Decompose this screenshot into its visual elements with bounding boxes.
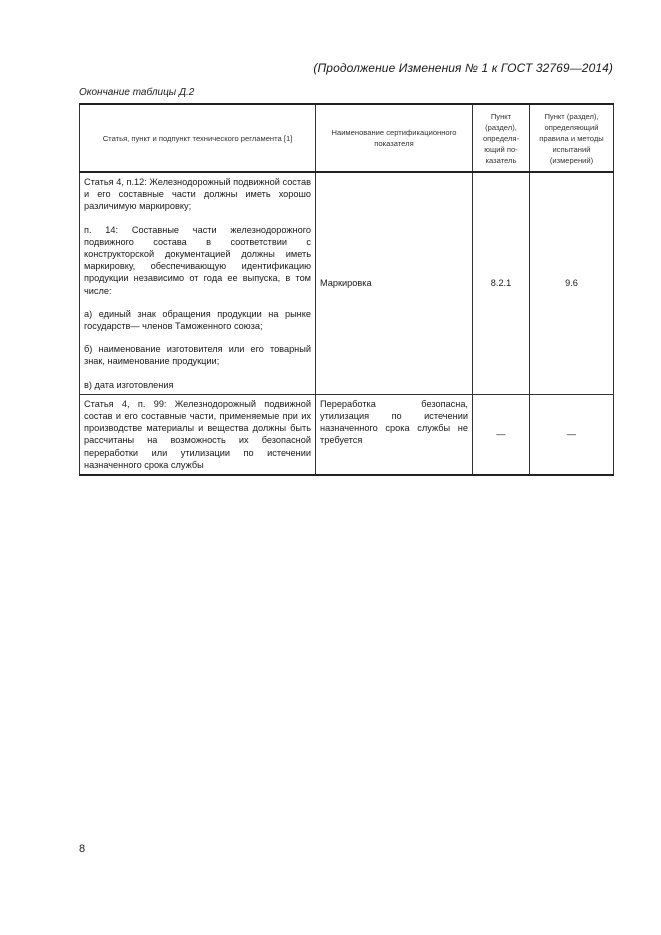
- test-method-clause-cell: 9.6: [530, 172, 614, 394]
- defining-clause-cell: 8.2.1: [473, 172, 530, 394]
- table-row: [80, 394, 614, 475]
- indicator-name-cell: Маркировка: [316, 172, 473, 394]
- table-caption: Окончание таблицы Д.2: [79, 87, 195, 98]
- regulation-paragraph: Статья 4, п.12: Железнодорожный подвижной состав и его составные части должны иметь хорошо различимую маркировку;: [84, 177, 311, 212]
- table-row: [80, 172, 614, 394]
- header-test-method-clause: Пункт (раздел), определяющий правила и методы испытаний (измерений): [530, 104, 614, 172]
- test-method-clause-cell: —: [530, 394, 614, 475]
- defining-clause-cell: —: [473, 394, 530, 475]
- regulation-paragraph: б) наименование изготовителя или его товарный знак, наименование продукции;: [84, 344, 311, 367]
- regulation-text-cell: Статья 4, п. 99: Железнодорожный подвижной состав и его составные части, применяемые при их производстве материалы и вещества должны быть рассчитаны на возможность их безопасной переработки или утилизации по истечении назначенного срока службы: [80, 394, 316, 475]
- header-defining-clause: Пункт (раздел), определя-ющий по-казатель: [473, 104, 530, 172]
- regulation-paragraph: п. 14: Составные части железнодорожного подвижного состава в соответствии с конструкторской документацией должны иметь маркировку, обеспечивающую идентификацию продукции независимо от года ее выпуска, в том числе:: [84, 224, 311, 296]
- certification-table: [79, 103, 614, 476]
- header-indicator-name: Наименование сертификационного показателя: [316, 104, 473, 172]
- indicator-name-cell: Переработка безопасна, утилизация по истечении назначенного срока службы не требуется: [316, 394, 473, 475]
- regulation-paragraph: в) дата изготовления: [84, 379, 174, 390]
- page-number: 8: [79, 843, 86, 855]
- regulation-paragraph: а) единый знак обращения продукции на рынке государств— членов Таможенного союза;: [84, 308, 311, 332]
- table-header-row: [80, 104, 614, 172]
- amendment-header-note: (Продолжение Изменения № 1 к ГОСТ 32769—2014): [313, 61, 613, 75]
- regulation-text-cell: [80, 172, 316, 394]
- header-regulation-article: Статья, пункт и подпункт технического регламента [1]: [80, 104, 316, 172]
